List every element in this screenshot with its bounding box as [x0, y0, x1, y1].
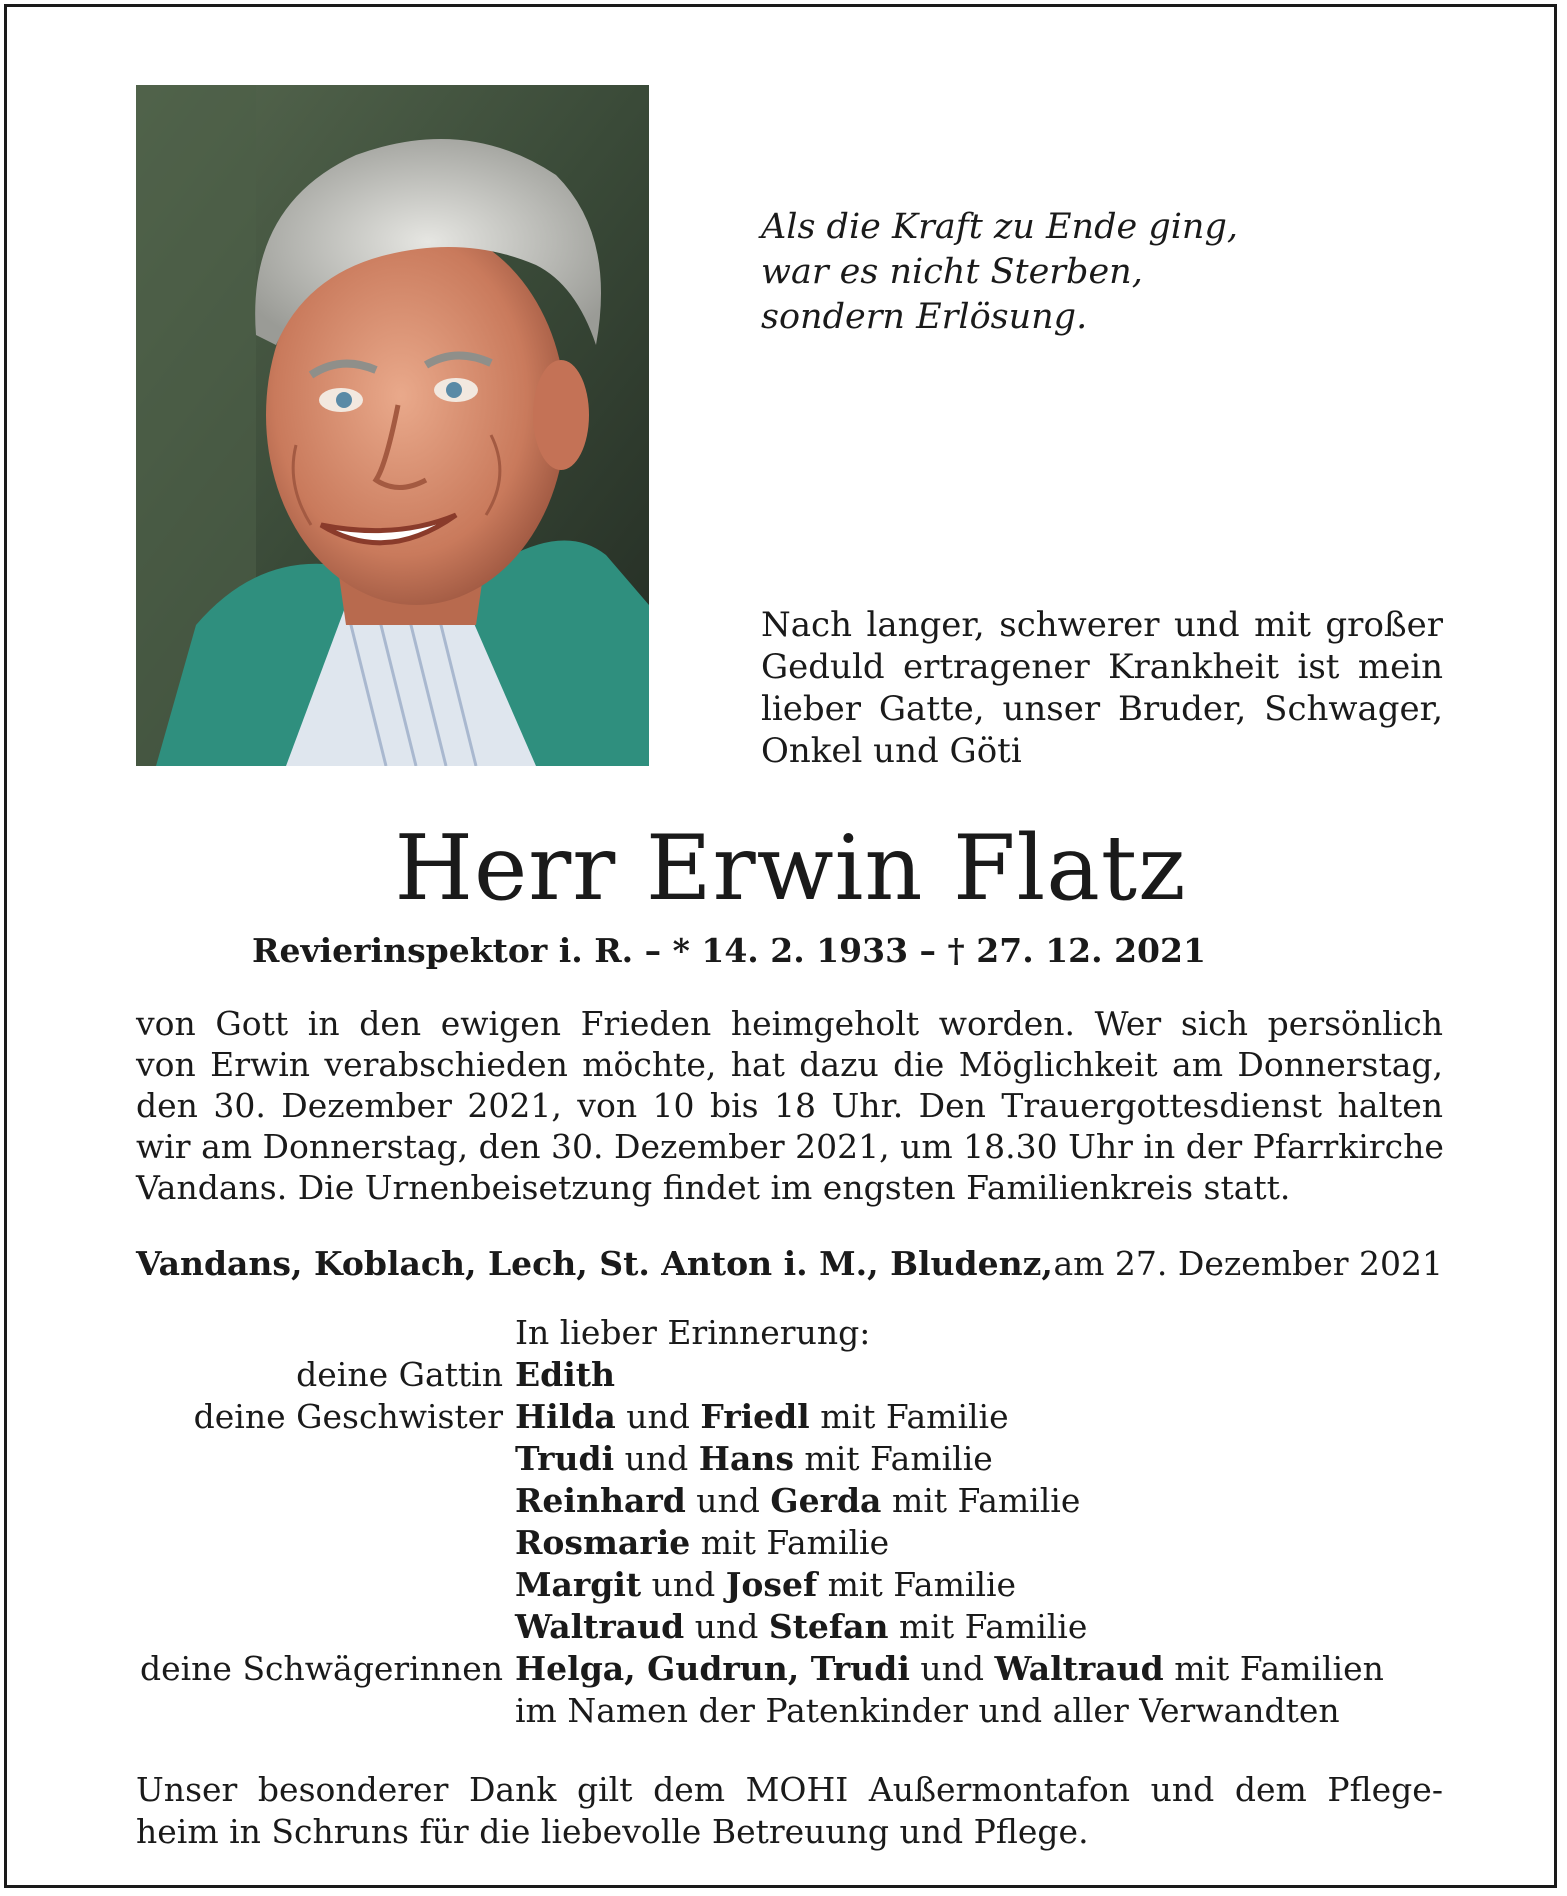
announcement-line: von Erwin verabschieden möchte, hat dazu die Möglichkeit am Donnerstag, [136, 1045, 1443, 1084]
mourner-names [515, 1396, 1009, 1438]
mourner-names [515, 1522, 889, 1564]
mourner-name: Friedl [700, 1397, 810, 1436]
mourner-text: und [615, 1397, 701, 1436]
poem-line: Als die Kraft zu Ende ging, [761, 207, 1238, 247]
mourner-name: Trudi [515, 1439, 615, 1478]
mourner-names [515, 1354, 615, 1396]
mourner-names [515, 1690, 1340, 1732]
portrait-photo [136, 85, 649, 766]
places: Vandans, Koblach, Lech, St. Anton i. M., Bludenz, [136, 1244, 1053, 1283]
mourner-name: Josef [725, 1565, 818, 1604]
announcement-line: Vandans. Die Urnenbeisetzung findet im engsten Familienkreis statt. [136, 1168, 1291, 1207]
intro-line: Nach langer, schwerer und mit großer [761, 605, 1443, 645]
mourner-name: Rosmarie [515, 1523, 691, 1562]
thanks-line: Unser besonderer Dank gilt dem MOHI Außermontafon und dem Pflege- [136, 1770, 1443, 1809]
mourner-text: mit Familie [690, 1523, 890, 1562]
deceased-subtitle: Revierinspektor i. R. – * 14. 2. 1933 – † 27. 12. 2021 [252, 931, 1206, 970]
mourner-name: Stefan [768, 1607, 889, 1646]
mourner-row [136, 1690, 1536, 1732]
mourner-name: Hilda [515, 1397, 616, 1436]
thanks-text [136, 1769, 1443, 1853]
intro-text [761, 604, 1443, 772]
date: am 27. Dezember 2021 [1053, 1244, 1443, 1283]
mourner-names [515, 1564, 1016, 1606]
mourner-name: Reinhard [515, 1481, 686, 1520]
mourner-names [515, 1648, 1384, 1690]
thanks-line: heim in Schruns für die liebevolle Betreuung und Pflege. [136, 1812, 1089, 1851]
mourner-text: mit Familie [817, 1565, 1017, 1604]
mourner-row [136, 1354, 1536, 1396]
poem-line: war es nicht Sterben, [761, 252, 1143, 292]
mourner-row [136, 1522, 1536, 1564]
mourner-name: Waltraud [994, 1649, 1164, 1688]
mourner-name: Waltraud [515, 1607, 685, 1646]
mourner-name: Helga, Gudrun, Trudi [515, 1649, 910, 1688]
mourner-names [515, 1606, 1087, 1648]
mourner-name: Edith [515, 1355, 615, 1394]
deceased-name: Herr Erwin Flatz [394, 816, 1187, 921]
intro-line: Onkel und Göti [761, 731, 1022, 771]
mourner-role: deine Geschwister [193, 1397, 503, 1436]
mourner-text: mit Familie [881, 1481, 1081, 1520]
mourner-text: und [684, 1607, 769, 1646]
announcement-line: wir am Donnerstag, den 30. Dezember 2021, um 18.30 Uhr in der Pfarrkirche [136, 1127, 1444, 1166]
poem [761, 205, 1238, 340]
mourner-text: im Namen der Patenkinder und aller Verwandten [515, 1691, 1340, 1730]
announcement-line: den 30. Dezember 2021, von 10 bis 18 Uhr. Den Trauergottesdienst halten [136, 1086, 1443, 1125]
mourner-text: und [641, 1565, 726, 1604]
mourner-text: mit Familie [809, 1397, 1009, 1436]
announcement-line: von Gott in den ewigen Frieden heimgeholt worden. Wer sich persönlich [136, 1004, 1443, 1043]
mourner-name: Gerda [770, 1481, 882, 1520]
mourner-role: deine Gattin [296, 1355, 503, 1394]
mourner-text: und [909, 1649, 995, 1688]
mourner-row [136, 1564, 1536, 1606]
intro-line: lieber Gatte, unser Bruder, Schwager, [761, 689, 1443, 729]
mourner-text: und [685, 1481, 771, 1520]
mourner-row [136, 1648, 1536, 1690]
mourner-name: Hans [698, 1439, 794, 1478]
mourner-name: Margit [515, 1565, 642, 1604]
place-date-line [136, 1243, 1443, 1285]
announcement-text [136, 1003, 1443, 1208]
mourner-text: und [614, 1439, 699, 1478]
mourner-text: mit Familie [793, 1439, 993, 1478]
mourner-row [136, 1480, 1536, 1522]
intro-line: Geduld ertragener Krankheit ist mein [761, 647, 1443, 687]
mourner-text: mit Familie [888, 1607, 1088, 1646]
mourner-names [515, 1438, 993, 1480]
poem-line: sondern Erlösung. [761, 297, 1088, 337]
mourner-row [136, 1438, 1536, 1480]
mourner-row [136, 1606, 1536, 1648]
obituary-page [4, 4, 1557, 1888]
memory-title: In lieber Erinnerung: [515, 1313, 871, 1352]
mourner-row [136, 1396, 1536, 1438]
mourner-text: mit Familien [1163, 1649, 1384, 1688]
mourner-role: deine Schwägerinnen [139, 1649, 503, 1688]
mourner-names [515, 1480, 1080, 1522]
